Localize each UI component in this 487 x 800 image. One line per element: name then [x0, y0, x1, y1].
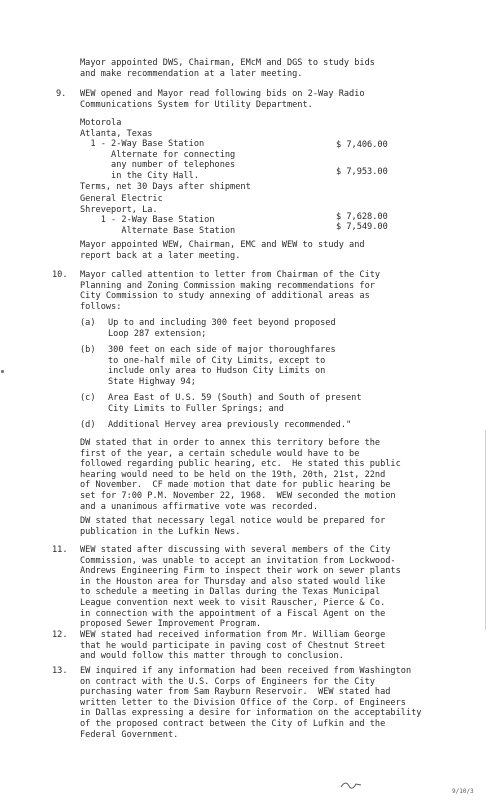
item-9-closing: Mayor appointed WEW, Chairman, EMC and WEW to study and report back at a later meeting.: [80, 240, 365, 261]
item-10-d-text: Additional Hervey area previously recommended.": [108, 420, 352, 430]
item-10-c-text: Area East of U.S. 59 (South) and South of present City Limits to Fuller Springs; and: [108, 393, 362, 414]
ge-bid-block: General Electric Shreveport, La. 1 - 2-Way Base Station Alternate Base Station: [80, 194, 236, 236]
motorola-amount-2: $ 7,953.00: [336, 167, 388, 177]
item-9-text: WEW opened and Mayor read following bids on 2-Way Radio Communications System for Utility Department.: [80, 89, 365, 110]
item-10-notice-paragraph: DW stated that necessary legal notice would be prepared for publication in the Lufkin News.: [80, 516, 386, 537]
item-10-d-label: (d): [80, 420, 96, 430]
scan-speck: [1, 370, 4, 373]
item-10-b-label: (b): [80, 345, 96, 355]
item-12-number: 12.: [52, 630, 68, 640]
item-10-c-label: (c): [80, 393, 96, 403]
item-10-text: Mayor called attention to letter from Chairman of the City Planning and Zoning Commission making recommendations for City Commission to study annexing of additional areas as follows:: [80, 270, 381, 312]
item-10-hearing-paragraph: DW stated that in order to annex this territory before the first of the year, a certain schedule would have to be followed regarding public hearing, etc. He stated this public hearing would need to be held on the 19th, 20th, 21st, 22nd of November. CF made motion that date for public hearing be set for 7:00 P.M. November 22, 1968. WEW seconded the motion and a unanimous affirmative vote was recorded.: [80, 438, 401, 512]
item-9-number: 9.: [56, 89, 67, 99]
item-10-a-label: (a): [80, 318, 96, 328]
intro-paragraph: Mayor appointed DWS, Chairman, EMcM and DGS to study bids and make recommendation at a later meeting.: [80, 58, 375, 79]
motorola-bid-block: Motorola Atlanta, Texas 1 - 2-Way Base Station Alternate for connecting any number of telephones in the City Hall. Terms, net 30 Days after shipment: [80, 118, 251, 192]
item-11-text: WEW stated after discussing with several members of the City Commission, was unable to accept an invitation from Lockwood- Andrews Engineering Firm to inspect their work on sewer plants in the Houston area for Thursday and also stated would like to schedule a meeting in Dallas during the Texas Municipal League convention next week to visit Rauscher, Pierce & Co. in connection with the appointment of a Fiscal Agent on the proposed Sewer Improvement Program.: [80, 545, 401, 630]
ge-amount-2: $ 7,549.00: [336, 222, 388, 232]
item-10-number: 10.: [52, 270, 68, 280]
initials-mark: [340, 781, 362, 789]
item-13-text: EW inquired if any information had been received from Washington on contract with the U.S. Corps of Engineers for the City purchasing water from Sam Rayburn Reservoir. WEW stated had written letter to the Division Office of the Corp. of Engineers in Dallas expressing a desire for information on the acceptability of the proposed contract between the City of Lufkin and the Federal Government.: [80, 666, 422, 740]
item-12-text: WEW stated had received information from Mr. William George that he would participate in paving cost of Chestnut Street and would follow this matter through to conclusion.: [80, 630, 386, 662]
item-10-a-text: Up to and including 300 feet beyond proposed Loop 287 extension;: [108, 318, 336, 339]
item-11-number: 11.: [52, 545, 68, 555]
item-10-b-text: 300 feet on each side of major thoroughfares to one-half mile of City Limits, except to include only area to Hudson City Limits on State Highway 94;: [108, 345, 336, 387]
page-footer-code: 9/10/3: [452, 788, 474, 795]
ge-amount-1: $ 7,628.00: [336, 212, 388, 222]
scan-edge-line: [485, 430, 486, 630]
motorola-amount-1: $ 7,406.00: [336, 140, 388, 150]
item-13-number: 13.: [52, 666, 68, 676]
